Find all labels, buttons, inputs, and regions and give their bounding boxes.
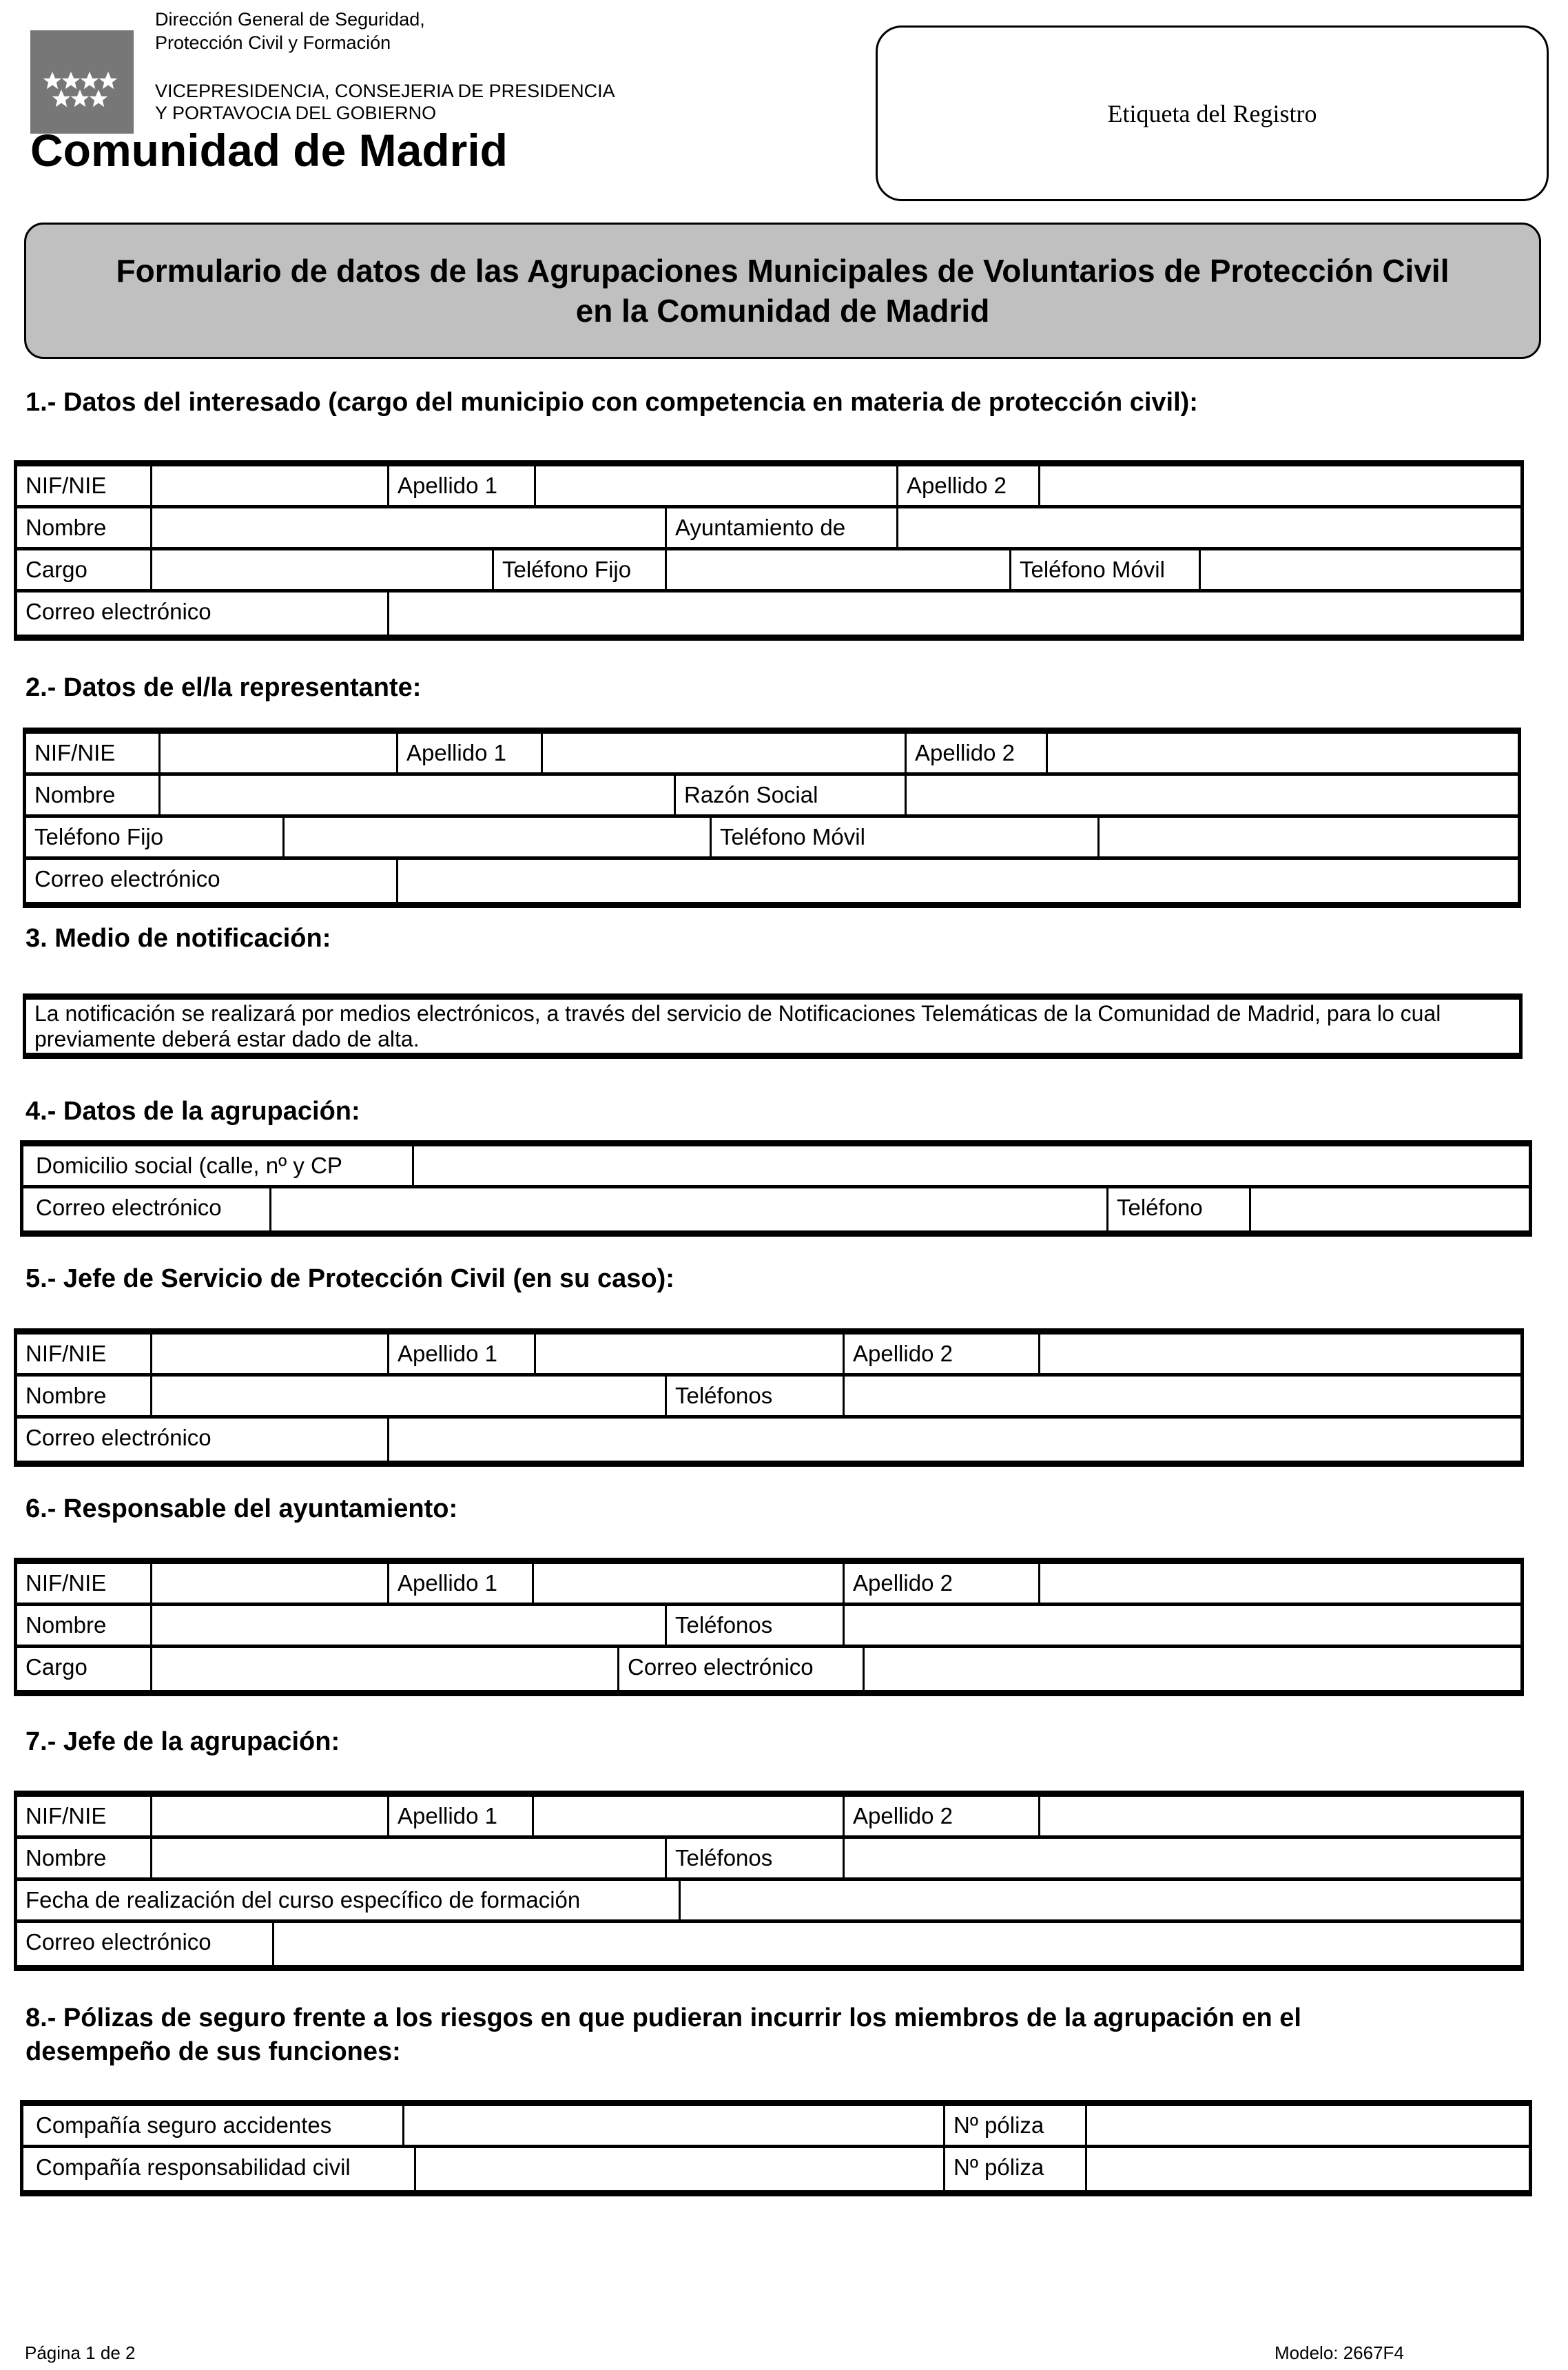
page-number: Página 1 de 2 bbox=[25, 2342, 136, 2363]
telefono-movil-field[interactable] bbox=[1097, 818, 1518, 856]
apellido2-field[interactable] bbox=[1038, 1564, 1520, 1603]
form-title-box bbox=[24, 223, 1541, 359]
notification-notice: La notificación se realizará por medios electrónicos, a través del servicio de Notificaciones Telemáticas de la Comunidad de Madrid, para lo cual previamente deberá estar dado de alta. bbox=[23, 993, 1523, 1059]
section-5-table bbox=[14, 1328, 1524, 1467]
razon-social-label: Razón Social bbox=[674, 776, 905, 814]
nif-field[interactable] bbox=[150, 1797, 387, 1835]
email-label: Correo electrónico bbox=[617, 1648, 863, 1690]
registry-label-box bbox=[876, 25, 1549, 201]
nif-field[interactable] bbox=[150, 1564, 387, 1603]
section-5-heading: 5.- Jefe de Servicio de Protección Civil (en su caso): bbox=[25, 1264, 674, 1293]
telefono-fijo-label: Teléfono Fijo bbox=[34, 824, 164, 849]
ministry-name-line1: VICEPRESIDENCIA, CONSEJERIA DE PRESIDENCIA bbox=[155, 81, 615, 101]
section-1-table bbox=[14, 460, 1524, 641]
comunidad-madrid-logo bbox=[30, 30, 134, 134]
apellido1-field[interactable] bbox=[534, 1335, 843, 1373]
nif-label: NIF/NIE bbox=[25, 1803, 107, 1828]
apellido1-field[interactable] bbox=[541, 734, 905, 772]
nif-label: NIF/NIE bbox=[34, 740, 116, 765]
apellido2-field[interactable] bbox=[1038, 466, 1520, 505]
telefono-field[interactable] bbox=[1249, 1188, 1529, 1230]
nombre-label: Nombre bbox=[25, 1612, 107, 1638]
table-row bbox=[26, 734, 1518, 776]
table-row bbox=[23, 1146, 1529, 1188]
nif-label: NIF/NIE bbox=[25, 1341, 107, 1366]
apellido1-label: Apellido 1 bbox=[387, 1335, 534, 1373]
section-2-table bbox=[23, 728, 1521, 908]
nif-field[interactable] bbox=[158, 734, 396, 772]
compania-accidentes-label: Compañía seguro accidentes bbox=[36, 2112, 332, 2138]
fecha-curso-label: Fecha de realización del curso específico de formación bbox=[25, 1887, 581, 1913]
section-2-heading: 2.- Datos de el/la representante: bbox=[25, 673, 422, 702]
apellido1-field[interactable] bbox=[532, 1564, 843, 1603]
domicilio-field[interactable] bbox=[412, 1146, 1529, 1185]
table-row bbox=[23, 1188, 1529, 1230]
registry-label: Etiqueta del Registro bbox=[1107, 99, 1317, 127]
email-label: Correo electrónico bbox=[25, 1929, 212, 1955]
telefono-fijo-field[interactable] bbox=[282, 818, 710, 856]
email-field[interactable] bbox=[396, 860, 1518, 902]
table-row bbox=[17, 1881, 1520, 1923]
telefono-fijo-field[interactable] bbox=[665, 550, 1009, 589]
table-row bbox=[26, 818, 1518, 860]
nif-label: NIF/NIE bbox=[25, 473, 107, 498]
table-row bbox=[23, 2106, 1529, 2148]
telefonos-label: Teléfonos bbox=[665, 1606, 843, 1645]
fecha-curso-field[interactable] bbox=[679, 1881, 1520, 1919]
cargo-field[interactable] bbox=[150, 550, 492, 589]
apellido1-field[interactable] bbox=[532, 1797, 843, 1835]
table-row bbox=[26, 776, 1518, 818]
table-row bbox=[23, 2148, 1529, 2190]
telefonos-field[interactable] bbox=[843, 1606, 1520, 1645]
model-number: Modelo: 2667F4 bbox=[1275, 2342, 1404, 2363]
nombre-field[interactable] bbox=[150, 1377, 665, 1415]
apellido1-field[interactable] bbox=[534, 466, 896, 505]
telefonos-label: Teléfonos bbox=[665, 1377, 843, 1415]
ministry-name-line2: Y PORTAVOCIA DEL GOBIERNO bbox=[155, 103, 437, 123]
table-row bbox=[17, 1797, 1520, 1839]
poliza-rc-field[interactable] bbox=[1085, 2148, 1529, 2190]
table-row bbox=[17, 1648, 1520, 1690]
nif-field[interactable] bbox=[150, 466, 387, 505]
apellido2-field[interactable] bbox=[1038, 1335, 1520, 1373]
email-field[interactable] bbox=[272, 1923, 1520, 1965]
compania-rc-field[interactable] bbox=[414, 2148, 943, 2190]
apellido2-field[interactable] bbox=[1038, 1797, 1520, 1835]
section-8-heading-line1: 8.- Pólizas de seguro frente a los riesgos en que pudieran incurrir los miembros de la agrupación en el bbox=[25, 2003, 1301, 2032]
email-field[interactable] bbox=[387, 1419, 1520, 1461]
nombre-label: Nombre bbox=[34, 782, 116, 807]
section-6-table bbox=[14, 1558, 1524, 1696]
nombre-label: Nombre bbox=[25, 515, 107, 540]
section-4-table bbox=[20, 1140, 1532, 1237]
nombre-field[interactable] bbox=[158, 776, 674, 814]
ayuntamiento-field[interactable] bbox=[896, 508, 1520, 547]
email-label: Correo electrónico bbox=[36, 1195, 222, 1220]
table-row bbox=[17, 1606, 1520, 1648]
apellido2-label: Apellido 2 bbox=[905, 734, 1046, 772]
department-name-line2: Protección Civil y Formación bbox=[155, 32, 391, 53]
form-title-line2: en la Comunidad de Madrid bbox=[575, 293, 990, 329]
email-field[interactable] bbox=[863, 1648, 1520, 1690]
domicilio-label: Domicilio social (calle, nº y CP bbox=[36, 1153, 342, 1178]
section-1-heading: 1.- Datos del interesado (cargo del municipio con competencia en materia de protección civil): bbox=[25, 388, 1198, 417]
apellido1-label: Apellido 1 bbox=[396, 734, 541, 772]
table-row bbox=[17, 466, 1520, 508]
compania-accidentes-field[interactable] bbox=[402, 2106, 943, 2145]
apellido2-label: Apellido 2 bbox=[843, 1564, 1038, 1603]
apellido2-label: Apellido 2 bbox=[843, 1335, 1038, 1373]
table-row bbox=[17, 1923, 1520, 1965]
apellido1-label: Apellido 1 bbox=[387, 1564, 532, 1603]
apellido1-label: Apellido 1 bbox=[387, 466, 534, 505]
seven-stars-icon bbox=[30, 30, 134, 134]
telefonos-field[interactable] bbox=[843, 1377, 1520, 1415]
table-row bbox=[17, 1377, 1520, 1419]
poliza-accidentes-field[interactable] bbox=[1085, 2106, 1529, 2145]
section-8-heading-line2: desempeño de sus funciones: bbox=[25, 2037, 401, 2066]
table-row bbox=[17, 1335, 1520, 1377]
nombre-field[interactable] bbox=[150, 1606, 665, 1645]
nombre-label: Nombre bbox=[25, 1383, 107, 1408]
poliza-accidentes-label: Nº póliza bbox=[943, 2106, 1085, 2145]
email-label: Correo electrónico bbox=[34, 866, 220, 892]
nif-field[interactable] bbox=[150, 1335, 387, 1373]
table-row bbox=[17, 550, 1520, 592]
cargo-label: Cargo bbox=[25, 557, 87, 582]
section-3-heading: 3. Medio de notificación: bbox=[25, 924, 331, 953]
poliza-rc-label: Nº póliza bbox=[943, 2148, 1085, 2190]
apellido2-label: Apellido 2 bbox=[843, 1797, 1038, 1835]
ayuntamiento-label: Ayuntamiento de bbox=[665, 508, 896, 547]
table-row bbox=[17, 1564, 1520, 1606]
telefono-movil-label: Teléfono Móvil bbox=[710, 818, 1097, 856]
telefono-fijo-label: Teléfono Fijo bbox=[492, 550, 665, 589]
nombre-label: Nombre bbox=[25, 1845, 107, 1871]
section-6-heading: 6.- Responsable del ayuntamiento: bbox=[25, 1494, 458, 1523]
table-row bbox=[17, 1419, 1520, 1461]
table-row bbox=[26, 860, 1518, 902]
email-field[interactable] bbox=[387, 592, 1520, 635]
telefono-movil-label: Teléfono Móvil bbox=[1009, 550, 1199, 589]
telefonos-label: Teléfonos bbox=[665, 1839, 843, 1877]
form-title-line1: Formulario de datos de las Agrupaciones Municipales de Voluntarios de Protección Civil bbox=[116, 253, 1450, 289]
table-row bbox=[17, 592, 1520, 635]
nombre-field[interactable] bbox=[150, 1839, 665, 1877]
email-label: Correo electrónico bbox=[25, 599, 212, 624]
email-field[interactable] bbox=[269, 1188, 1106, 1230]
apellido2-label: Apellido 2 bbox=[896, 466, 1038, 505]
nombre-field[interactable] bbox=[150, 508, 665, 547]
table-row bbox=[17, 508, 1520, 550]
apellido2-field[interactable] bbox=[1046, 734, 1518, 772]
telefonos-field[interactable] bbox=[843, 1839, 1520, 1877]
section-7-table bbox=[14, 1791, 1524, 1971]
department-name-line1: Dirección General de Seguridad, bbox=[155, 9, 425, 30]
razon-social-field[interactable] bbox=[905, 776, 1518, 814]
section-4-heading: 4.- Datos de la agrupación: bbox=[25, 1097, 360, 1126]
apellido1-label: Apellido 1 bbox=[387, 1797, 532, 1835]
section-8-table bbox=[20, 2100, 1532, 2196]
section-7-heading: 7.- Jefe de la agrupación: bbox=[25, 1727, 340, 1756]
nif-label: NIF/NIE bbox=[25, 1570, 107, 1596]
email-label: Correo electrónico bbox=[25, 1425, 212, 1450]
cargo-label: Cargo bbox=[25, 1654, 87, 1680]
cargo-field[interactable] bbox=[150, 1648, 617, 1690]
table-row bbox=[17, 1839, 1520, 1881]
brand-name: Comunidad de Madrid bbox=[30, 125, 508, 176]
telefono-label: Teléfono bbox=[1106, 1188, 1249, 1230]
telefono-movil-field[interactable] bbox=[1199, 550, 1520, 589]
compania-rc-label: Compañía responsabilidad civil bbox=[36, 2154, 351, 2180]
